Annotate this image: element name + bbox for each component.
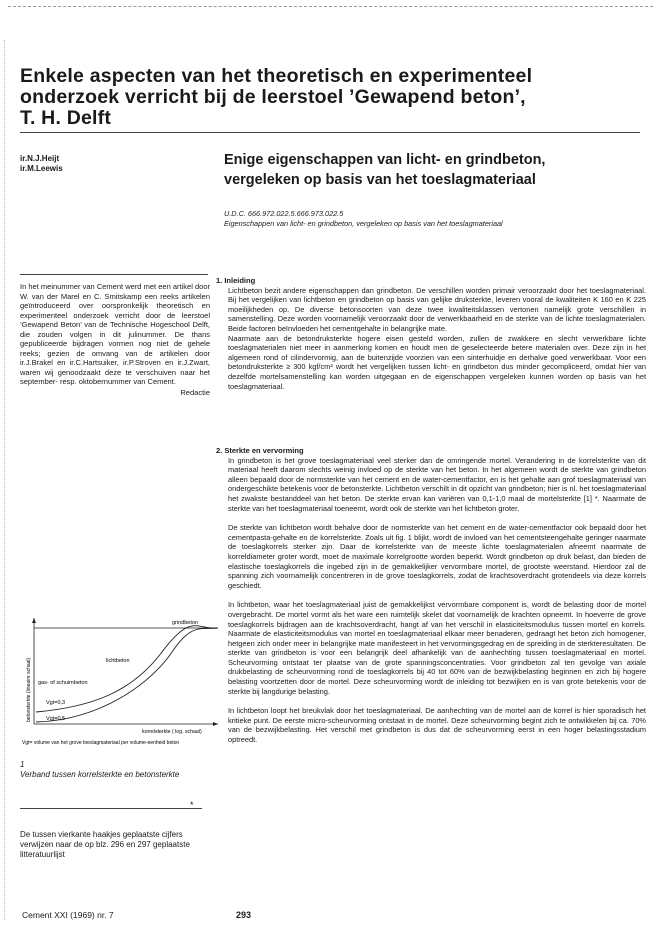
intro-signature: Redactie xyxy=(180,388,210,398)
article-subtitle xyxy=(224,150,644,190)
figure-note: Vgt= volume van het grove toeslagmateriaal per volume-eenheid beton xyxy=(22,740,180,746)
intro-rule xyxy=(20,274,208,275)
section-sterkte xyxy=(216,446,646,745)
subtitle-line: vergeleken op basis van het toeslagmateriaal xyxy=(224,172,536,188)
paragraph: De sterkte van lichtbeton wordt behalve door de normsterkte van het cement en de water-cementfactor ook bepaald door het cementpasta-gehalte en de korrelsterkte. Zoals uit fig. 1 blijkt, wordt de invloed van het cementsteengehalte geringer naarmate de toeslagkorrels sterker zijn. Daar de korrelsterkte van de meeste lichte toeslagmaterialen afneemt naarmate de korreldiameter groter wordt, moet de maximale korrelgrootte worden beperkt. Wordt grindbeton op druk belast, dan bieden de elastische toeslagkorrels die ingebed zijn in de gemakkelijker vervormbare mortel, de grootste weerstand. Hierdoor zal de spanning zich voornamelijk concentreren in de grove toeslagkorrels, zodat de krachtsoverdracht grotendeels via deze korrels geschiedt. xyxy=(228,523,646,590)
udc-block xyxy=(224,209,644,229)
section-inleiding xyxy=(216,276,646,391)
footnote-rule xyxy=(20,808,202,809)
udc-description: Eigenschappen van licht- en grindbeton, vergeleken op basis van het toeslagmateriaal xyxy=(224,219,503,228)
curve-vgt-05 xyxy=(36,628,218,722)
author: ir.N.J.Heijt xyxy=(20,154,60,163)
editor-intro xyxy=(20,282,210,398)
y-arrow-icon xyxy=(32,618,36,623)
paragraph: Naarmate aan de betondruksterkte hogere eisen gesteld worden, zullen de zwakkere en slecht verwerkbare lichte toeslagmaterialen niet meer in aanmerking komen en houdt men de geselecteerde betere materialen over. Deze zijn in het algemeen rond of cilindervormig, aan de buitenzijde voorzien van een sinterhuidje en derhalve goed verwerkbaar. Voor een betondruksterkte ≥ 300 kgf/cm² wordt het vergelijken tussen licht- en grindbeton dus minder gecompliceerd, omdat hier van dezelfde mortelsamenstelling kan worden uitgegaan en de eigenschappen vergeleken kunnen worden op basis van het toeslagmateriaal. xyxy=(228,333,646,391)
main-title xyxy=(20,66,620,129)
title-line: T. H. Delft xyxy=(20,107,112,129)
paragraph: Lichtbeton bezit andere eigenschappen dan grindbeton. De verschillen worden primair veroorzaakt door het toeslagmateriaal. Bij het vergelijken van lichtbeton en grindbeton op basis van gelijke druksterkte, leveren vooral de kwaliteiten K 160 en K 225 moeilijkheden op. De diverse betonsoorten van deze twee kwaliteitsklassen vertonen namelijk grote verschillen in samenstelling. Deze worden voornamelijk veroorzaakt door de verwerkbaarheid en de sterkte van de lichte toeslagmaterialen. Beide factoren beïnvloeden het cementgehalte in belangrijke mate. xyxy=(228,285,646,333)
label-vgt-03: Vgt=0,3 xyxy=(46,700,66,706)
footnote-text: De tussen vierkante haakjes geplaatste cijfers verwijzen naar de op blz. 296 en 297 geplaatste litteratuurlijst xyxy=(20,830,190,859)
x-arrow-icon xyxy=(213,722,218,726)
label-grindbeton: grindbeton xyxy=(172,620,198,626)
intro-text: In het meinummer van Cement werd met een artikel door W. van der Marel en C. Smitskamp een reeks artikelen geïntroduceerd over oorspronkelijk theoretisch en experimenteel onderzoek verricht door de leerstoel ’Gewapend Beton’ van de Technische Hogeschool Delft, die zouden volgen in dit julinummer. De thans gepubliceerde bijdragen vormen nog niet de gehele reeks; gezien de omvang van de artikelen door ir.J.Brakel en ir.C.Hartsuiker, ir.P.Stroven en ir.J.Zwart, waren wij genoodzaakt deze te verschuiven naar het september- resp. oktobernummer van Cement. xyxy=(20,282,210,387)
figure-1 xyxy=(22,612,220,752)
figure-caption xyxy=(20,760,200,780)
title-rule xyxy=(20,132,640,133)
caption-number: 1 xyxy=(20,760,25,769)
udc-code: U.D.C. 666.972.022.5.666.973.022.5 xyxy=(224,209,344,218)
caption-text: Verband tussen korrelsterkte en betonsterkte xyxy=(20,770,180,779)
journal-reference: Cement XXI (1969) nr. 7 xyxy=(22,910,114,920)
author: ir.M.Leewis xyxy=(20,164,63,173)
label-vgt-05: Vgt=0,5 xyxy=(46,716,66,722)
page-number: 293 xyxy=(236,910,252,920)
footnote-mark: * xyxy=(190,800,194,810)
x-axis-label: korrelsterkte ( log. schaal) xyxy=(142,729,202,735)
label-schuimbeton: gas- of schuimbeton xyxy=(38,680,88,686)
paragraph: In lichtbeton, waar het toeslagmateriaal juist de gemakkelijkst vervormbare component is, wordt de belasting door de mortel overgebracht. De mortel vormt als het ware een ruimtelijk skelet dat voornamelijk de krachten opneemt. In hoeverre de grove toeslagkorrels bijdragen aan de krachtsoverdracht, hangt af van het verschil in elasticiteitsmodulus tussen mortel en korrels. Naarmate de elasticiteitsmodulus van mortel en toeslagmateriaal elkaar meer benaderen, gedraagt het beton zich homogener, hetgeen zich onder meer in belangrijke mate manifesteert in het vervormingsgedrag en de spreiding in de sterkteresultaten. De sterkte van grindbeton is voor een belangrijk deel afhankelijk van de aanhechting tussen toeslagmateriaal en mortel. Scheurvorming ontstaat ter plaatse van de grote spanningsconcentraties. Voor grindbeton zal ten gevolge van axiale drukbelasting de scheurvorming rond de toeslagkorrels bij 40 tot 60% van de bezwijkbelasting beginnen en zich bij hogere belasting voortzetten door de mortel. Deze scheurvorming wordt de inleiding tot bezwijken en is van grote betekenis voor de sterkte bij langdurige belasting. xyxy=(228,600,646,696)
title-line: onderzoek verricht bij de leerstoel ’Gewapend beton’, xyxy=(20,86,526,108)
section-heading: 2. Sterkte en vervorming xyxy=(216,446,304,455)
authors xyxy=(20,154,63,174)
paragraph: In grindbeton is het grove toeslagmateriaal veel sterker dan de omringende mortel. Verandering in de korrelsterkte van dit materiaal heeft daarom slechts weinig invloed op de sterkte van het beton. In het algemeen wordt de sterkte van grindbeton alleen bepaald door de normsterkte van het cement en de water-cementfactor, en is het gehalte aan grof toeslagmateriaal van ondergeschikte betekenis voor de betonsterkte. Lichtbeton verschilt in dit opzicht van grindbeton; hier is nl. het toeslagmateriaal het zwakste bestanddeel van het beton. De sterkte ervan kan variëren van 0,1-1,0 maal de mortelsterkte [1] *. Naarmate de sterkte van het toeslagmateriaal toeneemt, wordt ook de sterkte van het lichtbeton groter. xyxy=(228,455,646,513)
label-lichtbeton: lichtbeton xyxy=(106,658,130,664)
paragraph: In lichtbeton loopt het breukvlak door het toeslagmateriaal. De aanhechting van de mortel aan de korrel is hier sporadisch het kritieke punt. De eerste micro-scheurvorming ontstaat in de mortel. Deze scheurvorming begint zich te ontwikkelen bij ca. 70% van de bezwijkbelasting. Het verschil met grindbeton is dus dat de scheurvorming eerst in een hoger belastingsstadium optreedt. xyxy=(228,706,646,745)
top-rule xyxy=(8,6,653,7)
y-axis-label: betonsterkte (lineaire schaal) xyxy=(26,657,32,722)
title-line: Enkele aspecten van het theoretisch en experimenteel xyxy=(20,65,533,87)
section-heading: 1. Inleiding xyxy=(216,276,256,285)
page-edge xyxy=(4,40,5,920)
subtitle-line: Enige eigenschappen van licht- en grindbeton, xyxy=(224,152,546,168)
